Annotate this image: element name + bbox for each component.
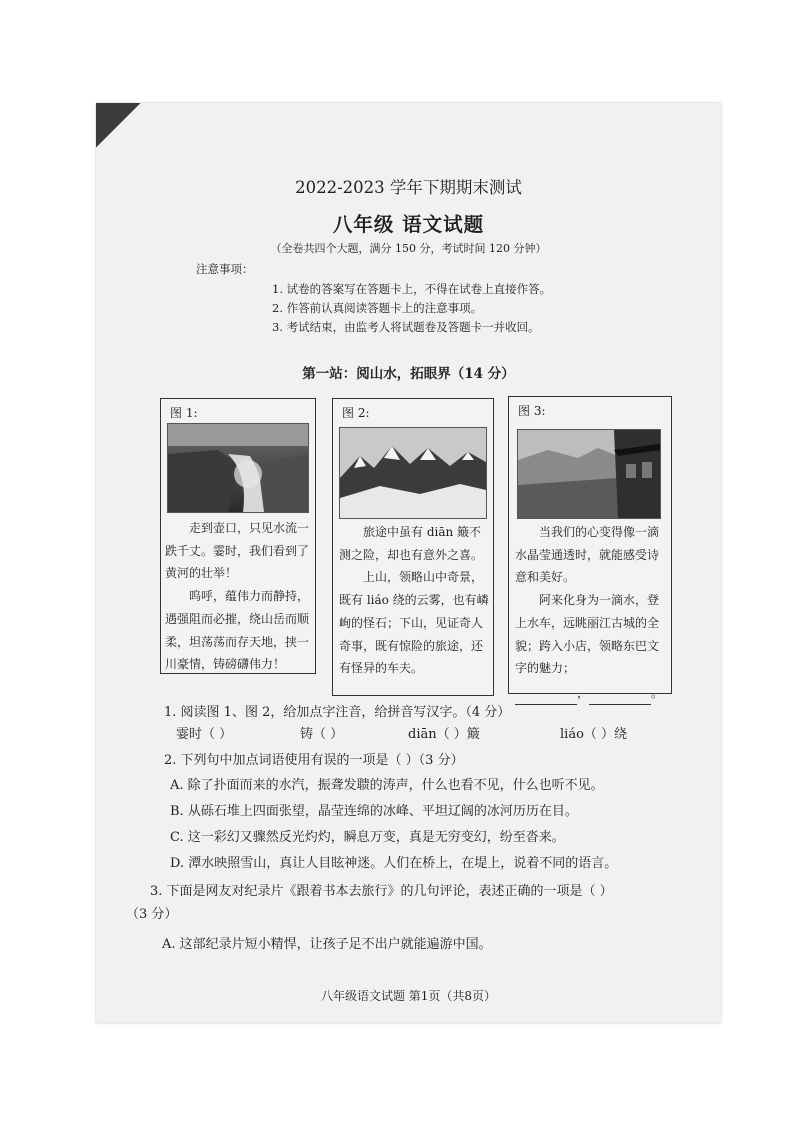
- blank-separator: ，: [577, 685, 590, 700]
- q2-option-b: B. 从砾石堆上四面张望，晶莹连绵的冰峰、平坦辽阔的冰河历历在目。: [170, 804, 578, 819]
- question-3-score: （3 分）: [126, 907, 178, 922]
- question-2-stem: 2. 下列句中加点词语使用有误的一项是（ ）（3 分）: [164, 753, 464, 768]
- q1-item: 铸（ ）: [300, 727, 344, 742]
- figure-text: 走到壶口，只见水流一跌千丈。霎时，我们看到了黄河的壮举！: [165, 521, 310, 581]
- figure-label: 图 1:: [170, 406, 198, 420]
- figure-label: 图 3:: [518, 404, 546, 418]
- figure-text: 旅途中虽有 diān 簸不测之险，却也有意外之喜。: [339, 525, 484, 562]
- figure-1-box: [160, 398, 316, 674]
- figure-2-box: [332, 398, 494, 696]
- figure-text: 当我们的心变得像一滴水晶莹通透时，就能感受诗意和美好。: [515, 525, 660, 585]
- q1-item: diān（ ）簸: [408, 727, 480, 742]
- exam-subtitle: 八年级 语文试题: [332, 213, 485, 236]
- q3-option-a: A. 这部纪录片短小精悍，让孩子足不出户就能遍游中国。: [162, 937, 492, 952]
- question-1-stem: 1. 阅读图 1、图 2，给加点字注音，给拼音写汉字。（4 分）: [164, 705, 511, 720]
- exam-title: 2022-2023 学年下期期末测试: [295, 178, 522, 197]
- page-corner-shadow: [96, 103, 148, 149]
- section-title: 第一站：阅山水，拓眼界（14 分）: [302, 366, 515, 382]
- q2-option-a: A. 除了扑面而来的水汽，振聋发聩的涛声，什么也看不见，什么也听不见。: [170, 778, 604, 793]
- question-3-stem: 3. 下面是网友对纪录片《跟着书本去旅行》的几句评论，表述正确的一项是（ ）: [150, 884, 613, 899]
- q1-item: 霎时（ ）: [176, 727, 233, 742]
- blank-line[interactable]: [515, 692, 577, 705]
- q1-item: liáo（ ）绕: [560, 727, 628, 742]
- figure-label: 图 2:: [342, 406, 370, 420]
- exam-info: （全卷共四个大题，满分 150 分，考试时间 120 分钟）: [270, 242, 547, 255]
- figure-text: 上山，领略山中奇景，既有 liáo 绕的云雾，也有嶙峋的怪石；下山，见证奇人奇事，既有惊险的旅途，还有怪异的车夫。: [339, 570, 489, 676]
- snow-mountain-photo: [339, 427, 487, 519]
- notice-item: 3. 考试结束，由监考人将试题卷及答题卡一并收回。: [272, 320, 540, 334]
- exam-paper: [96, 103, 721, 1023]
- q2-option-c: C. 这一彩幻又骤然反光灼灼，瞬息万变，真是无穷变幻，纷至沓来。: [170, 830, 565, 845]
- figure-text: 阿来化身为一滴水，登上水车，远眺丽江古城的全貌；跨入小店，领略东巴文字的魅力；: [515, 593, 660, 676]
- q2-option-d: D. 潭水映照雪山，真让人目眩神迷。人们在桥上，在堤上，说着不同的语言。: [170, 856, 618, 871]
- notice-item: 1. 试卷的答案写在答题卡上，不得在试卷上直接作答。: [272, 282, 552, 296]
- page-footer: 八年级语文试题 第1页（共8页）: [320, 989, 497, 1003]
- blank-line[interactable]: [589, 692, 651, 705]
- answer-blanks: ， 。: [515, 682, 665, 705]
- notice-item: 2. 作答前认真阅读答题卡上的注意事项。: [272, 301, 483, 315]
- waterfall-photo: [167, 423, 309, 513]
- ancient-town-photo: [517, 429, 661, 519]
- figure-3-box: [508, 396, 672, 700]
- notice-heading: 注意事项：: [196, 262, 254, 276]
- figure-text: 呜呼，蕴伟力而静持，遇强阻而必摧，绕山岳而顺柔，坦荡荡而存天地，挟一川豪情，铸磅礴伟力！: [165, 589, 310, 672]
